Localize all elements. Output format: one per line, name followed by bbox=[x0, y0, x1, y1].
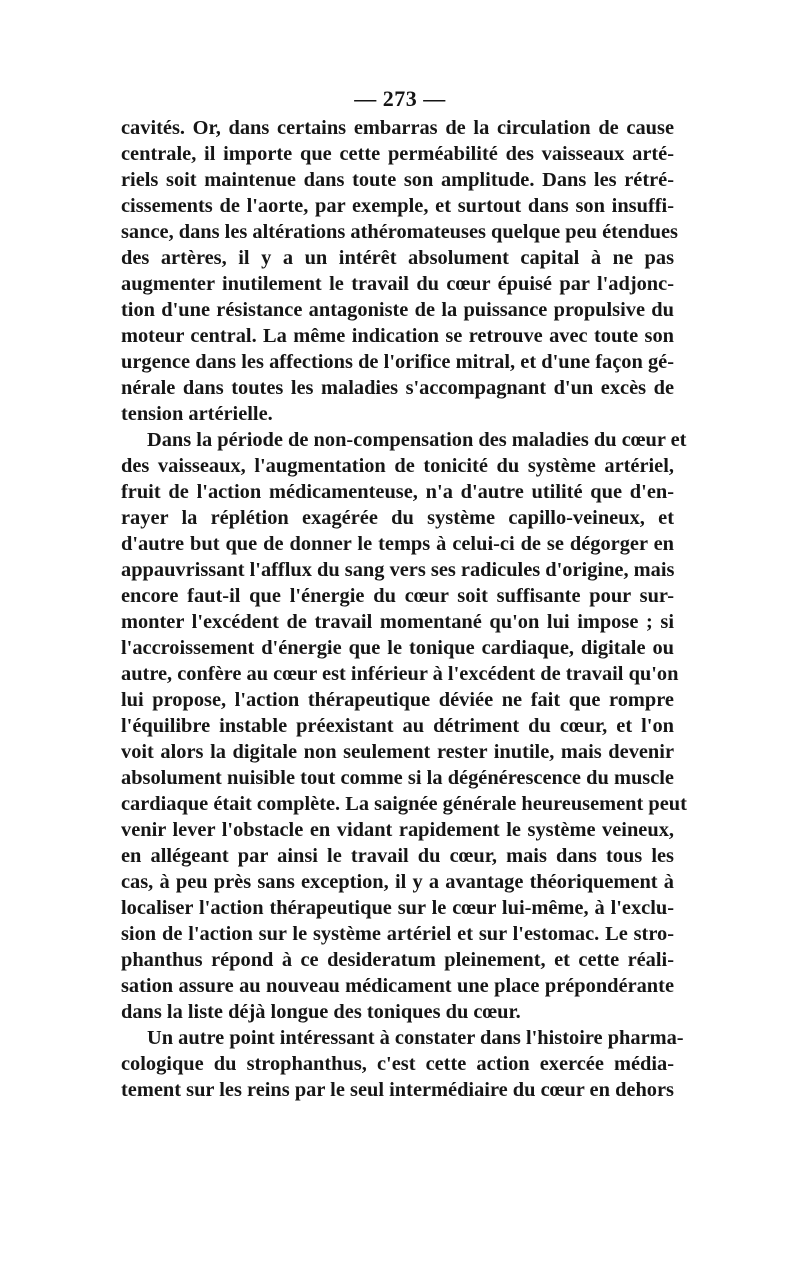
text-line: dans la liste déjà longue des toniques du cœur. bbox=[121, 1001, 521, 1023]
text-line: cardiaque était complète. La saignée générale heureusement peut bbox=[121, 793, 687, 815]
text-line: cologique du strophanthus, c'est cette action exercée média- bbox=[121, 1053, 674, 1075]
text-line: rayer la réplétion exagérée du système capillo-veineux, et bbox=[121, 507, 674, 529]
text-line: Un autre point intéressant à constater dans l'histoire pharma- bbox=[147, 1027, 684, 1049]
text-line: phanthus répond à ce desideratum pleinement, et cette réali- bbox=[121, 949, 674, 971]
text-line: nérale dans toutes les maladies s'accompagnant d'un excès de bbox=[121, 377, 674, 399]
text-line: d'autre but que de donner le temps à celui-ci de se dégorger en bbox=[121, 533, 674, 555]
text-line: cissements de l'aorte, par exemple, et surtout dans son insuffi- bbox=[121, 195, 674, 217]
text-line: tement sur les reins par le seul intermédiaire du cœur en dehors bbox=[121, 1079, 674, 1101]
text-line: moteur central. La même indication se retrouve avec toute son bbox=[121, 325, 674, 347]
text-line: des artères, il y a un intérêt absolument capital à ne pas bbox=[121, 247, 674, 269]
text-line: des vaisseaux, l'augmentation de tonicité du système artériel, bbox=[121, 455, 674, 477]
text-line: encore faut-il que l'énergie du cœur soit suffisante pour sur- bbox=[121, 585, 674, 607]
text-line: Dans la période de non-compensation des maladies du cœur et bbox=[147, 429, 687, 451]
text-line: fruit de l'action médicamenteuse, n'a d'autre utilité que d'en- bbox=[121, 481, 674, 503]
text-line: sation assure au nouveau médicament une place prépondérante bbox=[121, 975, 674, 997]
text-line: augmenter inutilement le travail du cœur épuisé par l'adjonc- bbox=[121, 273, 674, 295]
text-line: sance, dans les altérations athéromateuses quelque peu étendues bbox=[121, 221, 678, 243]
text-line: en allégeant par ainsi le travail du cœur, mais dans tous les bbox=[121, 845, 674, 867]
text-line: localiser l'action thérapeutique sur le cœur lui-même, à l'exclu- bbox=[121, 897, 674, 919]
text-line: monter l'excédent de travail momentané qu'on lui impose ; si bbox=[121, 611, 674, 633]
text-line: venir lever l'obstacle en vidant rapidement le système veineux, bbox=[121, 819, 674, 841]
text-line: l'équilibre instable préexistant au détriment du cœur, et l'on bbox=[121, 715, 674, 737]
text-line: autre, confère au cœur est inférieur à l'excédent de travail qu'on bbox=[121, 663, 679, 685]
text-line: cavités. Or, dans certains embarras de la circulation de cause bbox=[121, 117, 674, 139]
text-line: urgence dans les affections de l'orifice mitral, et d'une façon gé- bbox=[121, 351, 674, 373]
text-line: absolument nuisible tout comme si la dégénérescence du muscle bbox=[121, 767, 674, 789]
text-line: tension artérielle. bbox=[121, 403, 273, 425]
text-line: riels soit maintenue dans toute son amplitude. Dans les rétré- bbox=[121, 169, 674, 191]
text-line: centrale, il importe que cette perméabilité des vaisseaux arté- bbox=[121, 143, 674, 165]
text-line: sion de l'action sur le système artériel et sur l'estomac. Le stro- bbox=[121, 923, 674, 945]
page-number: — 273 — bbox=[354, 86, 446, 111]
text-line: tion d'une résistance antagoniste de la puissance propulsive du bbox=[121, 299, 674, 321]
text-line: lui propose, l'action thérapeutique déviée ne fait que rompre bbox=[121, 689, 674, 711]
text-line: appauvrissant l'afflux du sang vers ses radicules d'origine, mais bbox=[121, 559, 675, 581]
text-line: voit alors la digitale non seulement rester inutile, mais devenir bbox=[121, 741, 674, 763]
text-line: l'accroissement d'énergie que le tonique cardiaque, digitale ou bbox=[121, 637, 674, 659]
text-line: cas, à peu près sans exception, il y a avantage théoriquement à bbox=[121, 871, 674, 893]
